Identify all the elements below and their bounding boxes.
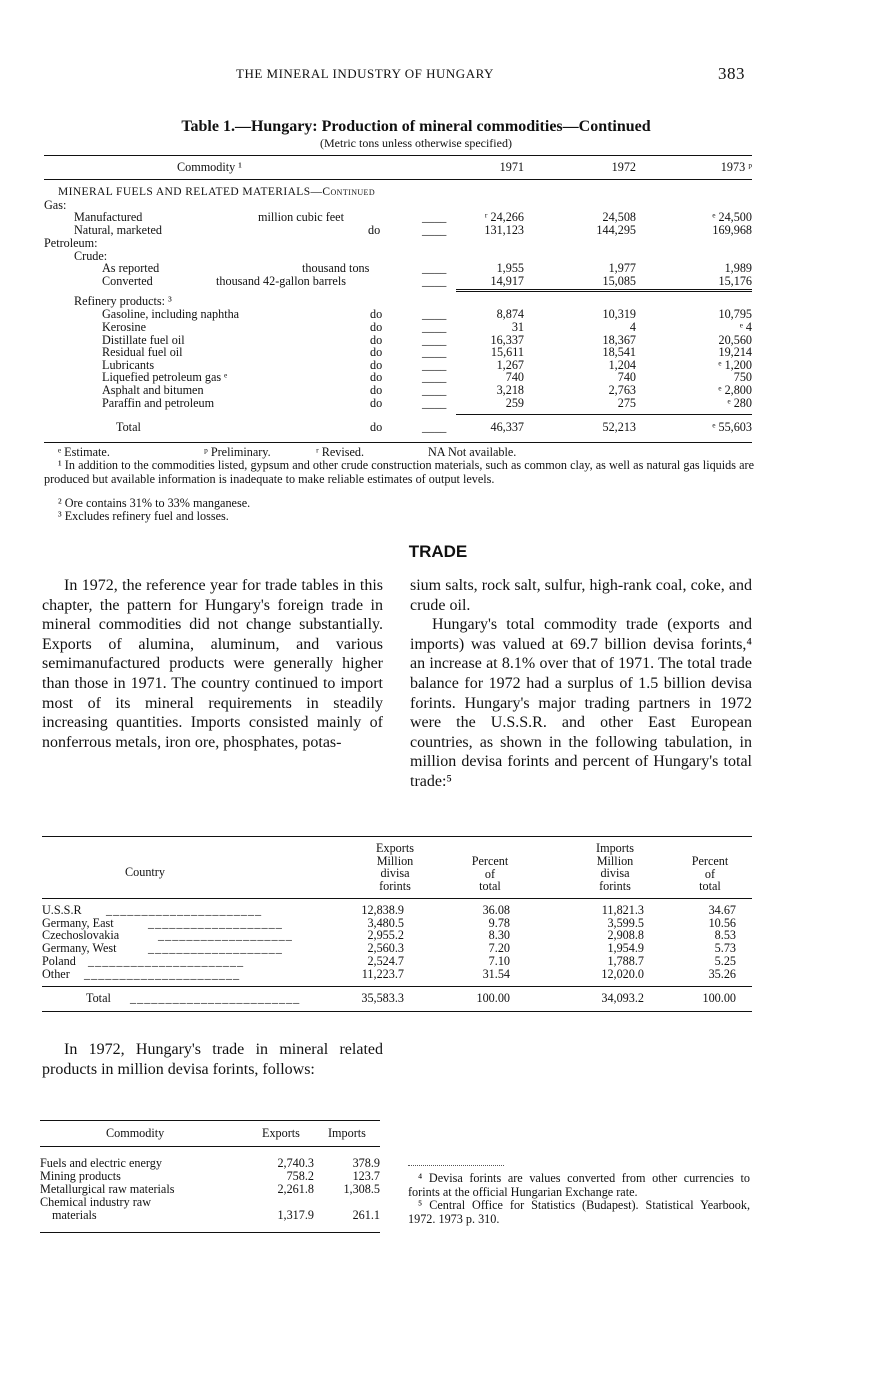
table3-row bbox=[40, 1209, 380, 1222]
table1-cell-1972: 275 bbox=[617, 396, 636, 410]
table1-row-unit: thousand 42-gallon barrels bbox=[216, 274, 346, 288]
table1-cell-1973: 169,968 bbox=[712, 223, 752, 237]
table2-cell-country: U.S.S.R bbox=[42, 903, 82, 917]
table1-row-label: Residual fuel oil bbox=[102, 345, 183, 359]
table1-cell-1973: 20,560 bbox=[718, 333, 752, 347]
table1-cell-1971: ʳ 24,266 bbox=[484, 210, 524, 224]
section-heading-trade: TRADE bbox=[408, 542, 468, 561]
col-header-1972: 1972 bbox=[611, 160, 636, 174]
table1-cell-1973: ᵉ 1,200 bbox=[718, 358, 752, 372]
leader-dots: ____ bbox=[422, 223, 447, 237]
table2-cell-country: Czechoslovakia bbox=[42, 928, 120, 943]
table1-cell-1972: 1,204 bbox=[608, 358, 636, 372]
page-footnotes bbox=[408, 1172, 750, 1226]
table3-cell-exports: 758.2 bbox=[286, 1169, 314, 1183]
table1-cell-1972: 15,085 bbox=[602, 274, 636, 288]
leader-dots: ___________________ bbox=[148, 941, 283, 956]
table1-cell-1971: 740 bbox=[505, 370, 524, 384]
table1-row-label: Gasoline, including naphtha bbox=[102, 307, 240, 321]
table2-cell-imports: 1,954.9 bbox=[607, 941, 644, 956]
trade-paragraph-right: sium salts, rock salt, sulfur, high-rank coal, coke, and crude oil. Hungary's total commodity trade (exports and imports) was valued at 69.7 billion devisa forints,⁴ an increase at 8.1% over that of 1971. The total trade balance for 1972 had a surplus of 1.5 billion devisa forints. Hungary's major trading partners in 1972 were the U.S.S.R. and other East European countries, as shown in the following tabulation, in million devisa forints and percent of Hungary's total trade:⁵ bbox=[410, 577, 752, 790]
table2-cell-exports: 11,223.7 bbox=[361, 966, 404, 981]
table1-cell-1971: 259 bbox=[505, 396, 524, 410]
table3-bottom-rule bbox=[40, 1232, 380, 1233]
table1-total-rule bbox=[456, 414, 752, 415]
table2-cell-exports-pct: 31.54 bbox=[482, 966, 510, 981]
table1-cell-1973: 1,989 bbox=[724, 261, 752, 275]
table1-cell-1972: 740 bbox=[617, 370, 636, 384]
table2-cell-imports-pct: 10.56 bbox=[708, 915, 736, 930]
table1-cell-1971: 1,955 bbox=[496, 261, 524, 275]
leader-dots: ____ bbox=[422, 358, 447, 372]
table3-cell-commodity: Chemical industry raw bbox=[40, 1195, 152, 1209]
table3-cell-commodity: Mining products bbox=[40, 1169, 121, 1183]
table2-cell-exports-pct: 7.10 bbox=[488, 953, 510, 968]
table2-cell-exports: 2,524.7 bbox=[367, 953, 404, 968]
table1-cell-1972: 144,295 bbox=[596, 223, 636, 237]
table2-cell-imports-pct: 5.73 bbox=[714, 941, 736, 956]
table2-row bbox=[42, 955, 752, 968]
table2-total-row: Total ________________________ 35,583.3 100.00 34,093.2 100.00 bbox=[86, 991, 736, 1005]
leader-dots: ____ bbox=[422, 420, 447, 434]
table2-cell-imports-pct: 5.25 bbox=[714, 953, 736, 968]
table2-header-rule bbox=[42, 898, 752, 899]
legend-not-available: NA Not available. bbox=[428, 445, 517, 459]
table2-cell-country: Germany, West bbox=[42, 941, 117, 956]
table1-cell-1973: ᵉ 4 bbox=[739, 320, 752, 334]
table1-row-unit: do bbox=[370, 370, 383, 384]
table2-cell-imports: 11,821.3 bbox=[601, 903, 644, 917]
leader-dots: ______________________ bbox=[84, 966, 241, 981]
table1-cell-1973: 10,795 bbox=[718, 307, 752, 321]
page-number: 383 bbox=[718, 64, 745, 83]
table1-cell-1971: 8,874 bbox=[496, 307, 524, 321]
table2-cell-country: Germany, East bbox=[42, 915, 114, 930]
table1-row-label: Total bbox=[116, 420, 141, 434]
leader-dots: ____ bbox=[422, 274, 447, 288]
trade-paragraph-3: In 1972, Hungary's trade in mineral related products in million devisa forints, follows: bbox=[42, 1041, 383, 1078]
t2-header-imports-pct: Percent of total bbox=[691, 854, 729, 893]
table1-bottom-rule bbox=[44, 442, 752, 443]
table1-row bbox=[44, 308, 756, 321]
leader-dots: ______________________ bbox=[106, 903, 263, 917]
table1-cell-1971: 131,123 bbox=[484, 223, 524, 237]
table1-row-unit: thousand tons bbox=[302, 261, 370, 275]
table1-row-label: Natural, marketed bbox=[74, 223, 162, 237]
legend-revised: ʳ Revised. bbox=[316, 445, 365, 459]
table1-row-unit: do bbox=[370, 396, 383, 410]
table1-row-unit: do bbox=[370, 333, 383, 347]
table1-cell-1973: ᵉ 24,500 bbox=[712, 210, 752, 224]
table1-row-unit: do bbox=[368, 223, 381, 237]
table1-cell-1973: 750 bbox=[733, 370, 752, 384]
table2-cell-exports-pct: 8.30 bbox=[488, 928, 510, 943]
table2-cell-exports: 3,480.5 bbox=[367, 915, 404, 930]
table2-total-rule bbox=[42, 986, 752, 987]
leader-dots: ____ bbox=[422, 210, 447, 224]
footnote-4: ⁴ Devisa forints are values converted from other currencies to forints at the official Hungarian Exchange rate. bbox=[408, 1171, 750, 1199]
table1-row-unit: do bbox=[370, 420, 383, 434]
table1-row-unit: do bbox=[370, 383, 383, 397]
leader-dots: ___________________ bbox=[158, 928, 293, 943]
table3-cell-exports: 2,261.8 bbox=[277, 1182, 314, 1196]
table1-cell-1972: 1,977 bbox=[608, 261, 636, 275]
table3-header-row: Commodity Exports Imports bbox=[106, 1126, 366, 1140]
table1-cell-1971: 16,337 bbox=[490, 333, 524, 347]
table2-cell-exports: 2,560.3 bbox=[367, 941, 404, 956]
table1-cell-1973: 15,176 bbox=[718, 274, 752, 288]
table2-cell-imports-pct: 8.53 bbox=[714, 928, 736, 943]
table1-cell-1973: ᵉ 280 bbox=[727, 396, 752, 410]
table1-row-label: Asphalt and bitumen bbox=[102, 383, 204, 397]
table1-cell-1972: 10,319 bbox=[602, 307, 636, 321]
leader-dots: ____ bbox=[422, 307, 447, 321]
table1-footnote-3: ³ Excludes refinery fuel and losses. bbox=[58, 509, 229, 523]
table1-row-label: As reported bbox=[102, 261, 160, 275]
table2-cell-exports-pct: 7.20 bbox=[488, 941, 510, 956]
table2-cell-exports: 12,838.9 bbox=[361, 903, 404, 917]
table3-top-rule bbox=[40, 1120, 380, 1121]
table3-cell-imports: 123.7 bbox=[352, 1169, 380, 1183]
table2-cell-exports: 2,955.2 bbox=[367, 928, 404, 943]
leader-dots: ____ bbox=[422, 383, 447, 397]
t2-header-imports: Imports Million divisa forints bbox=[596, 841, 634, 893]
t2-header-exports-pct: Percent of total bbox=[471, 854, 509, 893]
table1-subcaption: (Metric tons unless otherwise specified) bbox=[320, 136, 512, 150]
t2-header-exports: Exports Million divisa forints bbox=[376, 841, 414, 893]
table1-cell-1971: 15,611 bbox=[490, 345, 524, 359]
table1-footnote-1: ¹ In addition to the commodities listed, gypsum and other crude construction materials, such as common clay, as well as natural gas liquids are produced but available information is inadequate to make reliable estimates of output levels. bbox=[44, 458, 754, 486]
table1-row-unit: do bbox=[370, 320, 383, 334]
table1-cell-1973: ᵉ 2,800 bbox=[718, 383, 752, 397]
table1-row-label: Paraffin and petroleum bbox=[102, 396, 215, 410]
table1-row-label: Converted bbox=[102, 274, 153, 288]
leader-dots: ___________________ bbox=[148, 915, 283, 930]
leader-dots: ____ bbox=[422, 345, 447, 359]
table1-cell-1972: 18,541 bbox=[602, 345, 636, 359]
table3-cell-imports: 1,308.5 bbox=[343, 1182, 380, 1196]
table1-cell-1971: 31 bbox=[511, 320, 524, 334]
table3-cell-exports: 1,317.9 bbox=[277, 1208, 314, 1222]
table2-top-rule bbox=[42, 836, 752, 837]
table2-cell-imports: 12,020.0 bbox=[601, 966, 644, 981]
table1-header-rule bbox=[44, 179, 752, 180]
leader-dots: ____ bbox=[422, 333, 447, 347]
leader-dots: ____ bbox=[422, 261, 447, 275]
table1-cell-1972: 18,367 bbox=[602, 333, 636, 347]
table1-row-label: Petroleum: bbox=[44, 236, 98, 250]
leader-dots: ____ bbox=[422, 320, 447, 334]
table1-row-label: Distillate fuel oil bbox=[102, 333, 185, 347]
table1-row-label: Liquefied petroleum gas ᵉ bbox=[102, 370, 228, 384]
leader-dots: ____ bbox=[422, 396, 447, 410]
table3-header-rule bbox=[40, 1146, 380, 1147]
table1-subtotal-rule bbox=[456, 289, 752, 290]
table3-cell-commodity: materials bbox=[52, 1208, 97, 1222]
table1-footnote-2: ² Ore contains 31% to 33% manganese. bbox=[58, 496, 251, 510]
col-header-commodity: Commodity ¹ bbox=[177, 160, 242, 174]
table1-header-row bbox=[44, 161, 756, 174]
table1-cell-1972: 24,508 bbox=[602, 210, 636, 224]
table2-cell-exports-pct: 36.08 bbox=[482, 903, 510, 917]
table1-row bbox=[44, 397, 756, 410]
table1-caption: Table 1.—Hungary: Production of mineral commodities—Continued bbox=[181, 118, 651, 135]
table2-cell-imports-pct: 35.26 bbox=[708, 966, 736, 981]
t2-header-country: Country bbox=[125, 865, 165, 879]
leader-dots: ____ bbox=[422, 370, 447, 384]
table1-row-label: Refinery products: ³ bbox=[74, 294, 172, 308]
table3-cell-imports: 378.9 bbox=[352, 1156, 380, 1170]
table1-row-unit: do bbox=[370, 307, 383, 321]
table1-row-label: Crude: bbox=[74, 249, 108, 263]
table2-cell-exports-pct: 9.78 bbox=[488, 915, 510, 930]
table1-cell-1973: 19,214 bbox=[718, 345, 752, 359]
table1-cell-1971: 46,337 bbox=[490, 420, 524, 434]
table1-row-label: Lubricants bbox=[102, 358, 155, 372]
col-header-1973: 1973 ᵖ bbox=[720, 160, 752, 174]
leader-dots: ______________________ bbox=[88, 953, 245, 968]
trade-paragraph-left: In 1972, the reference year for trade tables in this chapter, the pattern for Hungary's foreign trade in mineral commodities did not change substantially. Exports of alumina, aluminum, and various semimanufactured products were generally higher than those in 1971. The country continued to import most of its mineral requirements in steadily increasing quantities. Imports consisted mainly of nonferrous metals, iron ore, phosphates, potas- bbox=[42, 577, 383, 751]
table1-cell-1972: 2,763 bbox=[608, 383, 636, 397]
col-header-1971: 1971 bbox=[499, 160, 524, 174]
table1-row-unit: million cubic feet bbox=[258, 210, 344, 224]
table1-row-unit: do bbox=[370, 345, 383, 359]
table2-cell-imports: 3,599.5 bbox=[607, 915, 644, 930]
table1-cell-1972: 4 bbox=[629, 320, 636, 334]
table3-cell-exports: 2,740.3 bbox=[277, 1156, 314, 1170]
table1-top-rule bbox=[44, 155, 752, 156]
running-head-title: THE MINERAL INDUSTRY OF HUNGARY bbox=[236, 66, 494, 81]
table1-row bbox=[44, 275, 756, 288]
table1-row-label: Manufactured bbox=[74, 210, 143, 224]
table1-cell-1972: 52,213 bbox=[602, 420, 636, 434]
table1-row bbox=[44, 237, 756, 250]
table3-cell-commodity: Fuels and electric energy bbox=[40, 1156, 162, 1170]
table1-row-label: Kerosine bbox=[102, 320, 146, 334]
table1-row-unit: do bbox=[370, 358, 383, 372]
table2-bottom-rule bbox=[42, 1011, 752, 1012]
legend-preliminary: ᵖ Preliminary. bbox=[204, 445, 271, 459]
table1-cell-1973: ᵉ 55,603 bbox=[712, 420, 752, 434]
table1-row bbox=[44, 224, 756, 237]
table3-cell-commodity: Metallurgical raw materials bbox=[40, 1182, 175, 1196]
table2-row bbox=[42, 968, 752, 981]
legend-estimate: ᵉ Estimate. bbox=[58, 445, 110, 459]
table1-row-label: Gas: bbox=[44, 198, 67, 212]
footnote-5: ⁵ Central Office for Statistics (Budapest). Statistical Yearbook, 1972. 1973 p. 310. bbox=[408, 1198, 750, 1226]
table1-section-label: MINERAL FUELS AND RELATED MATERIALS—Continued bbox=[58, 186, 376, 198]
table2-cell-imports: 1,788.7 bbox=[607, 953, 644, 968]
footnote-separator bbox=[408, 1165, 504, 1166]
table1-subtotal-rule-2 bbox=[456, 291, 752, 292]
table1-cell-1971: 1,267 bbox=[496, 358, 524, 372]
table1-row bbox=[44, 421, 756, 434]
table1-cell-1971: 3,218 bbox=[496, 383, 524, 397]
table3-cell-imports: 261.1 bbox=[352, 1208, 380, 1222]
table2-cell-imports: 2,908.8 bbox=[607, 928, 644, 943]
table2-cell-country: Poland bbox=[42, 953, 76, 968]
table2-cell-imports-pct: 34.67 bbox=[708, 903, 736, 917]
table1-cell-1971: 14,917 bbox=[490, 274, 524, 288]
table2-cell-country: Other bbox=[42, 966, 70, 981]
